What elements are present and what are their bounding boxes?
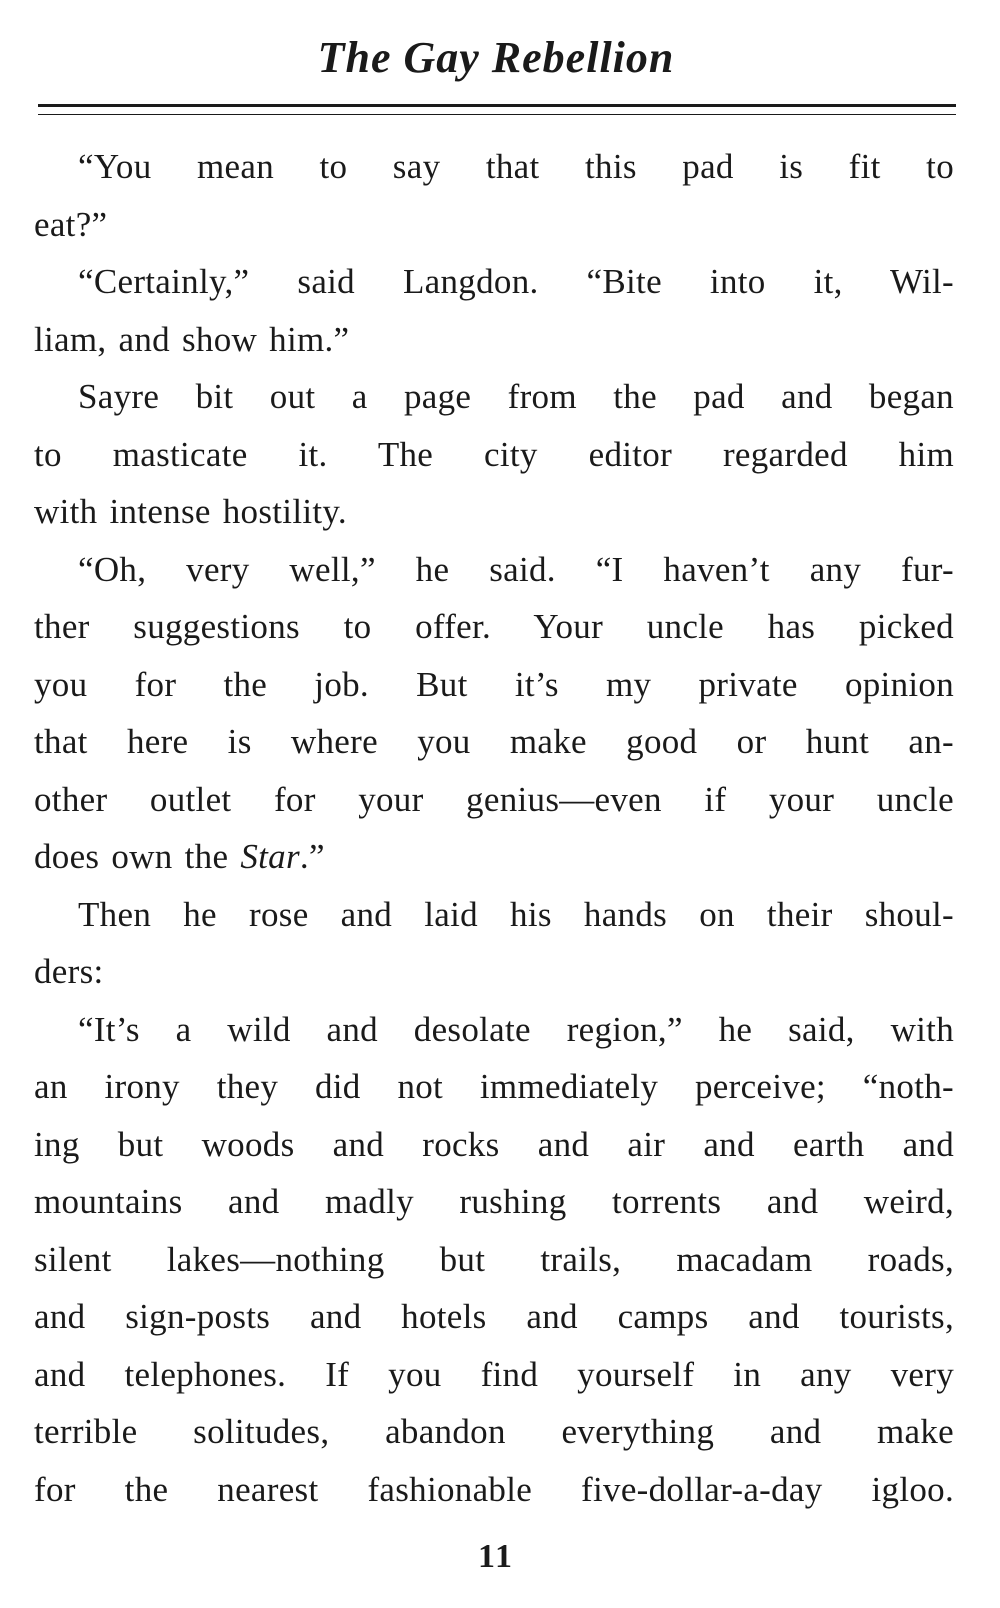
- text-line: you for the job. But it’s my private opinion: [34, 664, 954, 704]
- text-line: ing but woods and rocks and air and earth and: [34, 1124, 954, 1164]
- text-line: with intense hostility.: [34, 492, 347, 531]
- body-text: [34, 138, 954, 1518]
- running-head-title: The Gay Rebellion: [317, 33, 675, 82]
- text-line: that here is where you make good or hunt an-: [34, 722, 954, 761]
- text-line: ders:: [34, 952, 104, 991]
- text-line: “You mean to say that this pad is fit to: [78, 147, 954, 186]
- text-line: “It’s a wild and desolate region,” he said, with: [78, 1009, 954, 1049]
- text-line: other outlet for your genius—even if your uncle: [34, 779, 954, 819]
- text-line: mountains and madly rushing torrents and weird,: [34, 1182, 954, 1221]
- header-rule-thick: [38, 104, 956, 107]
- text-line: [34, 828, 954, 886]
- text-line: “Certainly,” said Langdon. “Bite into it, Wil-: [78, 262, 954, 301]
- book-page: [26, 0, 966, 1608]
- text-line: ther suggestions to offer. Your uncle has picked: [34, 607, 954, 646]
- paragraph: [34, 886, 954, 1001]
- text-line: for the nearest fashionable five-dollar-a-day igloo.: [34, 1469, 954, 1509]
- newspaper-name: Star: [240, 837, 300, 876]
- text-line: terrible solitudes, abandon everything and make: [34, 1412, 954, 1451]
- text-line: Then he rose and laid his hands on their shoul-: [78, 894, 954, 934]
- text-line: and telephones. If you find yourself in any very: [34, 1354, 954, 1394]
- paragraph: [34, 138, 954, 253]
- text-line: liam, and show him.”: [34, 319, 350, 359]
- paragraph: [34, 1001, 954, 1519]
- text-line: and sign-posts and hotels and camps and tourists,: [34, 1297, 954, 1336]
- text-line: to masticate it. The city editor regarded him: [34, 434, 954, 474]
- text-fragment: .”: [299, 837, 325, 876]
- paragraph: [34, 368, 954, 541]
- page-number: 11: [477, 1538, 515, 1575]
- text-fragment: does own the: [34, 837, 241, 876]
- header-rule-thin: [38, 114, 956, 115]
- text-line: eat?”: [34, 204, 108, 244]
- text-line: “Oh, very well,” he said. “I haven’t any fur-: [78, 549, 954, 589]
- text-line: an irony they did not immediately perceive; “noth-: [34, 1067, 954, 1106]
- text-line: Sayre bit out a page from the pad and began: [78, 377, 954, 416]
- paragraph: [34, 253, 954, 368]
- paragraph: [34, 541, 954, 886]
- text-line: silent lakes—nothing but trails, macadam roads,: [34, 1239, 954, 1279]
